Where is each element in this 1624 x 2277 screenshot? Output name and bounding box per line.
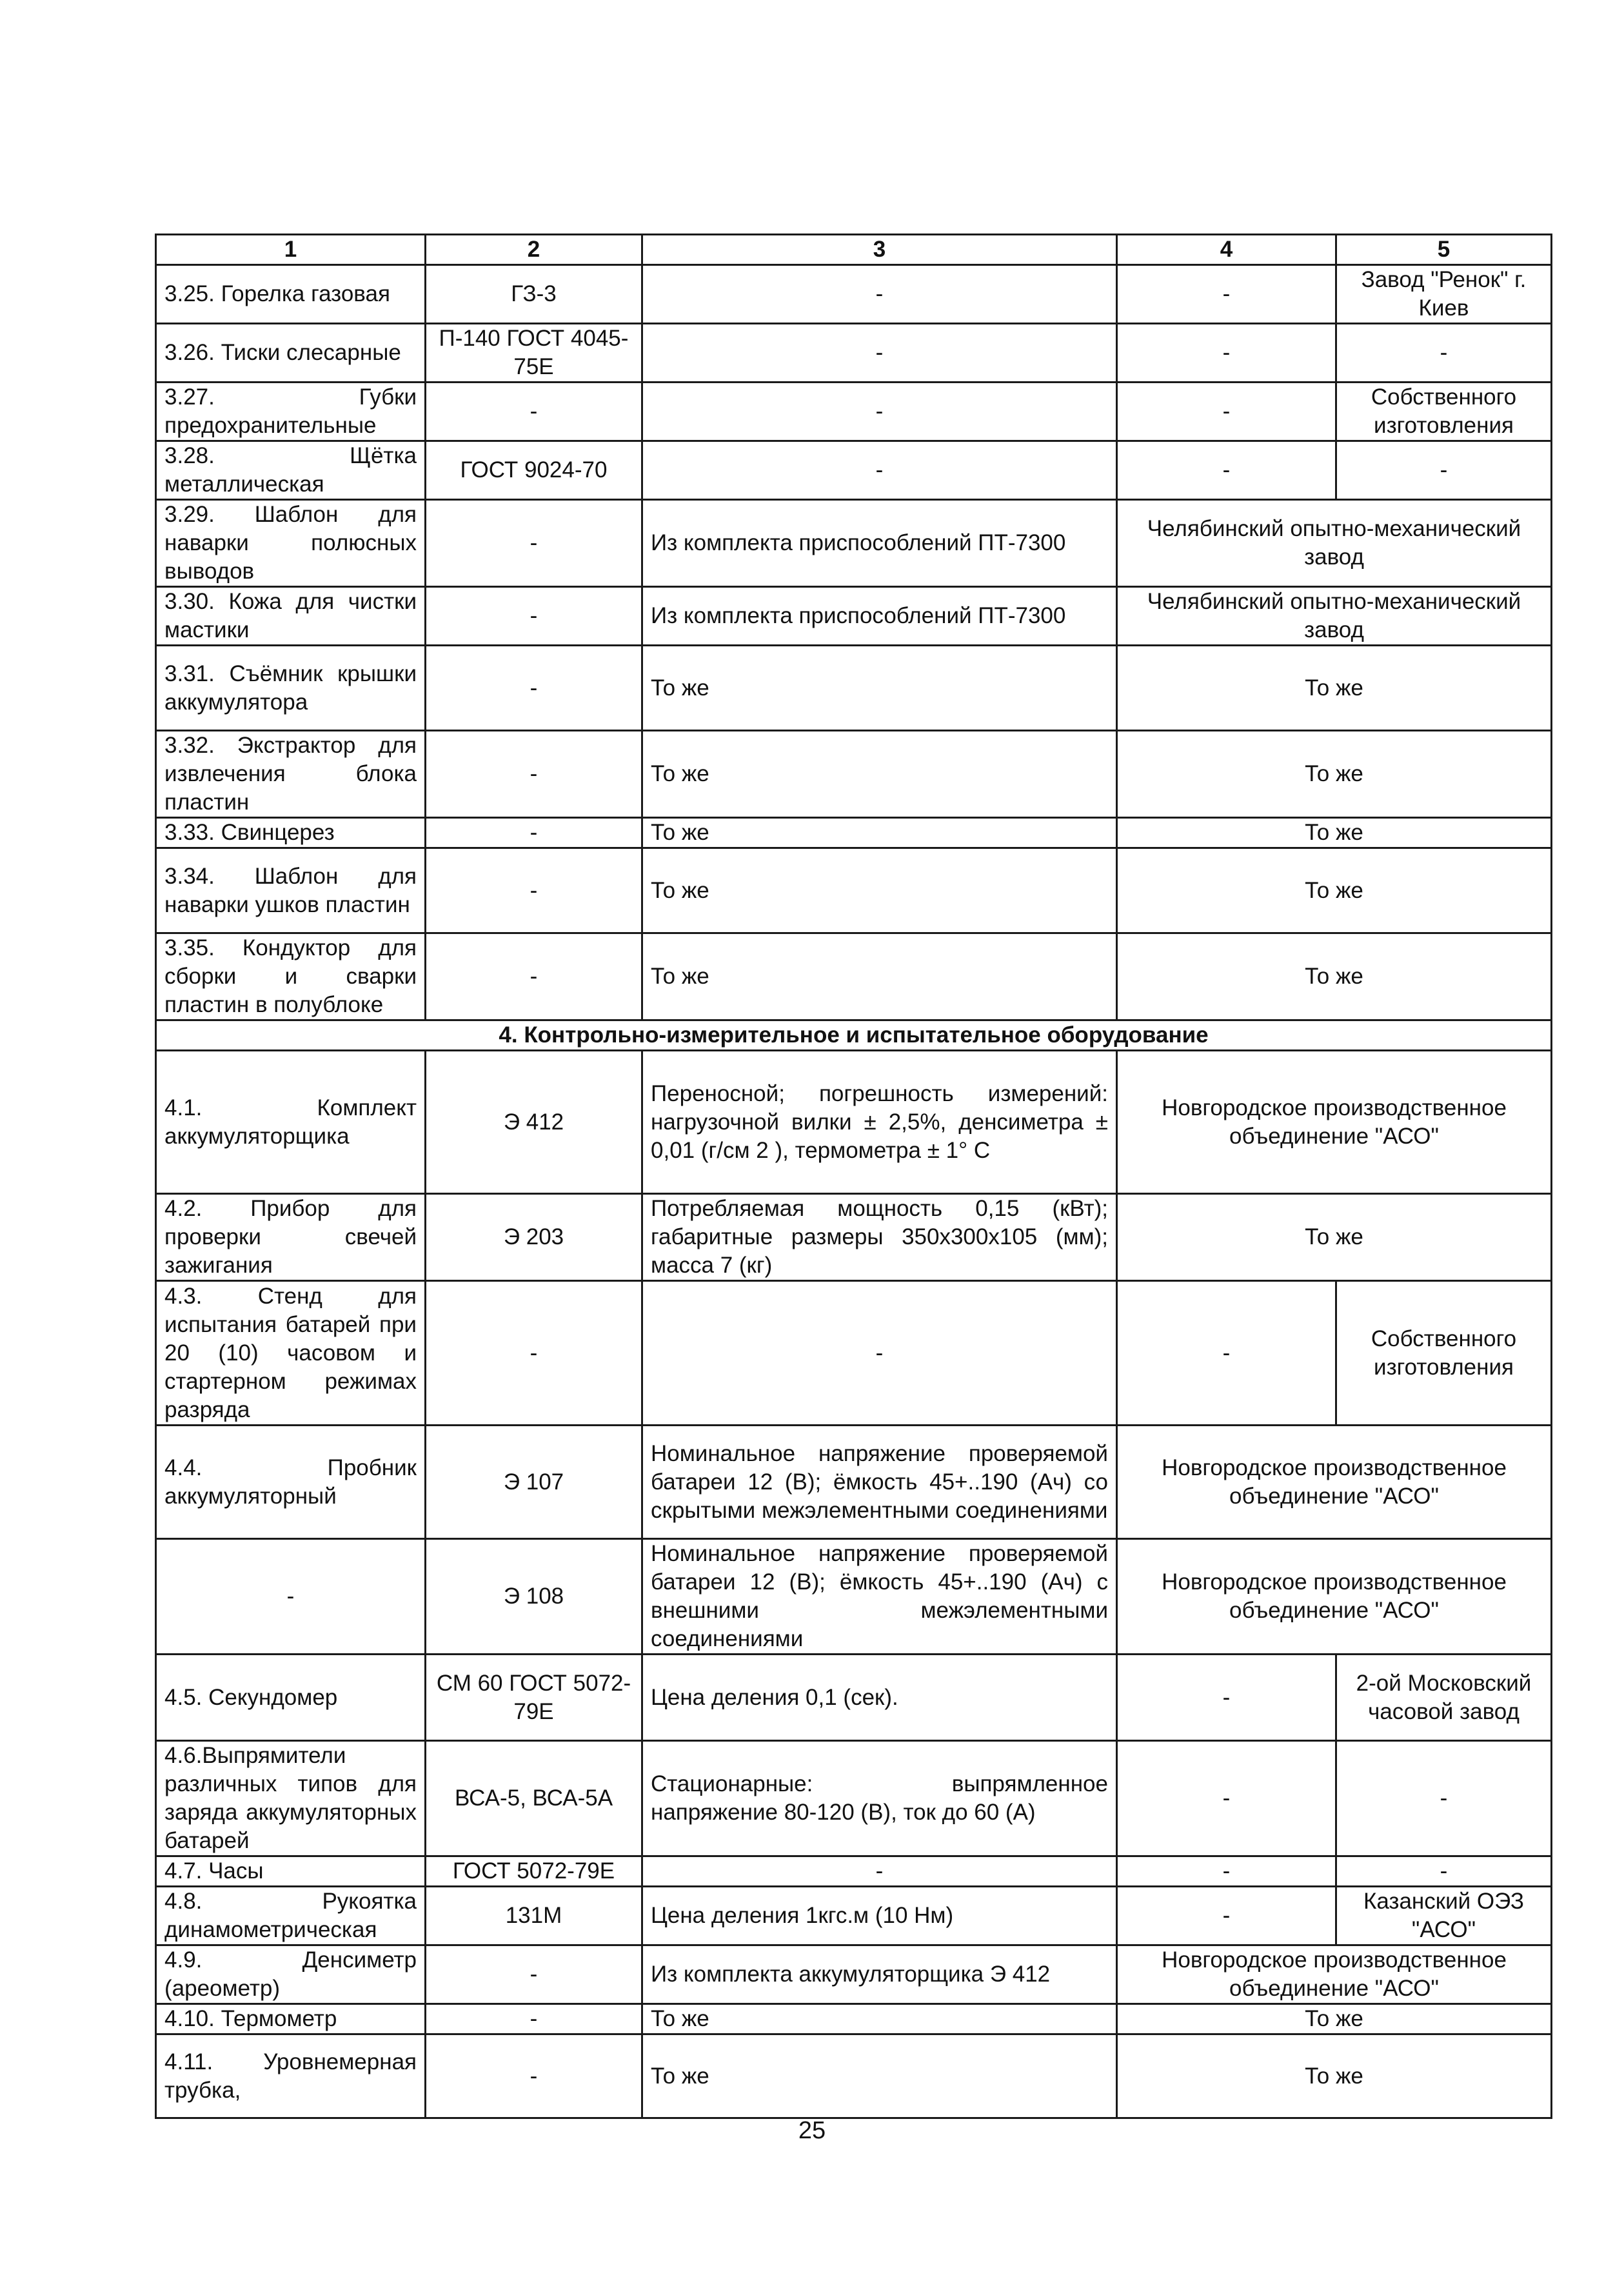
- item-col4: -: [1117, 1887, 1336, 1945]
- item-spec: То же: [642, 933, 1117, 1020]
- item-name: 4.8. Рукоятка динамометрическая: [156, 1887, 426, 1945]
- item-model: -: [426, 587, 642, 646]
- item-col4: -: [1117, 1741, 1336, 1856]
- header-row: [156, 235, 1552, 265]
- item-name: 3.27. Губки предохранительные: [156, 383, 426, 441]
- item-model: Э 107: [426, 1426, 642, 1539]
- item-spec: -: [642, 1856, 1117, 1887]
- table-row: [156, 1194, 1552, 1281]
- item-maker: Новгородское производственное объединение "АСО": [1117, 1945, 1552, 2004]
- column-header: 4: [1117, 235, 1336, 265]
- table-row: [156, 1945, 1552, 2004]
- item-name: 3.29. Шаблон для наварки полюсных выводов: [156, 500, 426, 587]
- item-model: -: [426, 933, 642, 1020]
- item-model: СМ 60 ГОСТ 5072-79Е: [426, 1655, 642, 1741]
- column-header: 1: [156, 235, 426, 265]
- item-name: 4.10. Термометр: [156, 2004, 426, 2034]
- table-row: [156, 818, 1552, 848]
- item-maker: То же: [1117, 2004, 1552, 2034]
- table-row: [156, 441, 1552, 500]
- item-spec: Потребляемая мощность 0,15 (кВт); габаритные размеры 350х300х105 (мм); масса 7 (кг): [642, 1194, 1117, 1281]
- table-row: [156, 2034, 1552, 2118]
- equipment-table-sheet: [155, 234, 1550, 2119]
- item-spec: -: [642, 1281, 1117, 1426]
- table-row: [156, 933, 1552, 1020]
- table-row: [156, 1426, 1552, 1539]
- item-col4: -: [1117, 324, 1336, 383]
- item-spec: То же: [642, 2004, 1117, 2034]
- item-spec: Номинальное напряжение проверяемой батареи 12 (В); ёмкость 45+..190 (Ач) с внешними межэлементными соединениями: [642, 1539, 1117, 1655]
- item-spec: -: [642, 383, 1117, 441]
- table-row: [156, 1741, 1552, 1856]
- equipment-table: [155, 234, 1552, 2119]
- item-name: 4.4. Пробник аккумуляторный: [156, 1426, 426, 1539]
- item-maker: Казанский ОЭЗ "АСО": [1336, 1887, 1552, 1945]
- table-row: [156, 731, 1552, 818]
- item-spec: Из комплекта приспособлений ПТ-7300: [642, 500, 1117, 587]
- item-spec: То же: [642, 731, 1117, 818]
- table-row: [156, 646, 1552, 731]
- item-model: ГЗ-3: [426, 265, 642, 324]
- item-name: 4.2. Прибор для проверки свечей зажигания: [156, 1194, 426, 1281]
- item-model: -: [426, 500, 642, 587]
- item-name: 3.31. Съёмник крышки аккумулятора: [156, 646, 426, 731]
- table-row: [156, 383, 1552, 441]
- item-spec: То же: [642, 848, 1117, 933]
- item-model: -: [426, 646, 642, 731]
- item-model: ГОСТ 9024-70: [426, 441, 642, 500]
- item-name: 3.35. Кондуктор для сборки и сварки пластин в полублоке: [156, 933, 426, 1020]
- item-maker: То же: [1117, 646, 1552, 731]
- item-model: ГОСТ 5072-79Е: [426, 1856, 642, 1887]
- item-model: -: [426, 1281, 642, 1426]
- page-number: 25: [798, 2117, 826, 2144]
- table-row: [156, 848, 1552, 933]
- item-spec: Цена деления 1кгс.м (10 Нм): [642, 1887, 1117, 1945]
- item-maker: Новгородское производственное объединение "АСО": [1117, 1051, 1552, 1194]
- item-col4: -: [1117, 1856, 1336, 1887]
- item-maker: Собственного изготовления: [1336, 383, 1552, 441]
- item-maker: Новгородское производственное объединение "АСО": [1117, 1426, 1552, 1539]
- item-model: -: [426, 2004, 642, 2034]
- item-col4: -: [1117, 383, 1336, 441]
- item-model: 131М: [426, 1887, 642, 1945]
- table-row: [156, 1281, 1552, 1426]
- item-model: -: [426, 731, 642, 818]
- item-maker: То же: [1117, 2034, 1552, 2118]
- item-name: 4.6.Выпрямители различных типов для заряда аккумуляторных батарей: [156, 1741, 426, 1856]
- table-row: [156, 1539, 1552, 1655]
- item-spec: Номинальное напряжение проверяемой батареи 12 (В); ёмкость 45+..190 (Ач) со скрытыми межэлементными соединениями: [642, 1426, 1117, 1539]
- section-title: 4. Контрольно-измерительное и испытательное оборудование: [156, 1020, 1552, 1051]
- table-row: [156, 500, 1552, 587]
- table-row: [156, 1856, 1552, 1887]
- item-model: ВСА-5, ВСА-5А: [426, 1741, 642, 1856]
- column-header: 5: [1336, 235, 1552, 265]
- table-row: [156, 2004, 1552, 2034]
- item-model: Э 203: [426, 1194, 642, 1281]
- item-maker: Завод "Ренок" г. Киев: [1336, 265, 1552, 324]
- item-name: 4.5. Секундомер: [156, 1655, 426, 1741]
- column-header: 3: [642, 235, 1117, 265]
- item-col4: -: [1117, 1281, 1336, 1426]
- item-maker: 2-ой Московский часовой завод: [1336, 1655, 1552, 1741]
- item-name: -: [156, 1539, 426, 1655]
- item-name: 3.34. Шаблон для наварки ушков пластин: [156, 848, 426, 933]
- item-name: 4.7. Часы: [156, 1856, 426, 1887]
- item-col4: -: [1117, 441, 1336, 500]
- item-name: 4.3. Стенд для испытания батарей при 20 (10) часовом и стартерном режимах разряда: [156, 1281, 426, 1426]
- item-spec: Из комплекта приспособлений ПТ-7300: [642, 587, 1117, 646]
- item-spec: -: [642, 441, 1117, 500]
- item-model: П-140 ГОСТ 4045-75Е: [426, 324, 642, 383]
- item-spec: -: [642, 324, 1117, 383]
- item-spec: Цена деления 0,1 (сек).: [642, 1655, 1117, 1741]
- item-model: Э 108: [426, 1539, 642, 1655]
- table-row: [156, 265, 1552, 324]
- item-name: 4.9. Денсиметр (ареометр): [156, 1945, 426, 2004]
- item-maker: -: [1336, 441, 1552, 500]
- item-name: 3.26. Тиски слесарные: [156, 324, 426, 383]
- item-name: 3.25. Горелка газовая: [156, 265, 426, 324]
- item-spec: Переносной; погрешность измерений: нагрузочной вилки ± 2,5%, денсиметра ± 0,01 (г/см 2 ), термометра ± 1° С: [642, 1051, 1117, 1194]
- table-row: [156, 1887, 1552, 1945]
- item-name: 4.1. Комплект аккумуляторщика: [156, 1051, 426, 1194]
- table-row: [156, 587, 1552, 646]
- item-name: 3.32. Экстрактор для извлечения блока пластин: [156, 731, 426, 818]
- item-maker: Собственного изготовления: [1336, 1281, 1552, 1426]
- item-spec: Из комплекта аккумуляторщика Э 412: [642, 1945, 1117, 2004]
- item-maker: То же: [1117, 818, 1552, 848]
- item-model: Э 412: [426, 1051, 642, 1194]
- item-col4: -: [1117, 265, 1336, 324]
- item-maker: То же: [1117, 933, 1552, 1020]
- item-maker: -: [1336, 1856, 1552, 1887]
- item-spec: То же: [642, 2034, 1117, 2118]
- item-spec: То же: [642, 818, 1117, 848]
- item-spec: Стационарные: выпрямленное напряжение 80-120 (В), ток до 60 (А): [642, 1741, 1117, 1856]
- item-name: 3.28. Щётка металлическая: [156, 441, 426, 500]
- item-model: -: [426, 1945, 642, 2004]
- item-maker: То же: [1117, 1194, 1552, 1281]
- item-model: -: [426, 2034, 642, 2118]
- item-maker: -: [1336, 324, 1552, 383]
- item-name: 4.11. Уровнемерная трубка,: [156, 2034, 426, 2118]
- section-title-row: [156, 1020, 1552, 1051]
- item-maker: -: [1336, 1741, 1552, 1856]
- item-model: -: [426, 818, 642, 848]
- item-maker: То же: [1117, 848, 1552, 933]
- item-maker: То же: [1117, 731, 1552, 818]
- column-header: 2: [426, 235, 642, 265]
- item-name: 3.33. Свинцерез: [156, 818, 426, 848]
- item-col4: -: [1117, 1655, 1336, 1741]
- item-maker: Челябинский опытно-механический завод: [1117, 587, 1552, 646]
- item-model: -: [426, 848, 642, 933]
- table-row: [156, 1655, 1552, 1741]
- item-model: -: [426, 383, 642, 441]
- item-name: 3.30. Кожа для чистки мастики: [156, 587, 426, 646]
- item-maker: Новгородское производственное объединение "АСО": [1117, 1539, 1552, 1655]
- table-row: [156, 324, 1552, 383]
- item-spec: То же: [642, 646, 1117, 731]
- item-spec: -: [642, 265, 1117, 324]
- table-row: [156, 1051, 1552, 1194]
- item-maker: Челябинский опытно-механический завод: [1117, 500, 1552, 587]
